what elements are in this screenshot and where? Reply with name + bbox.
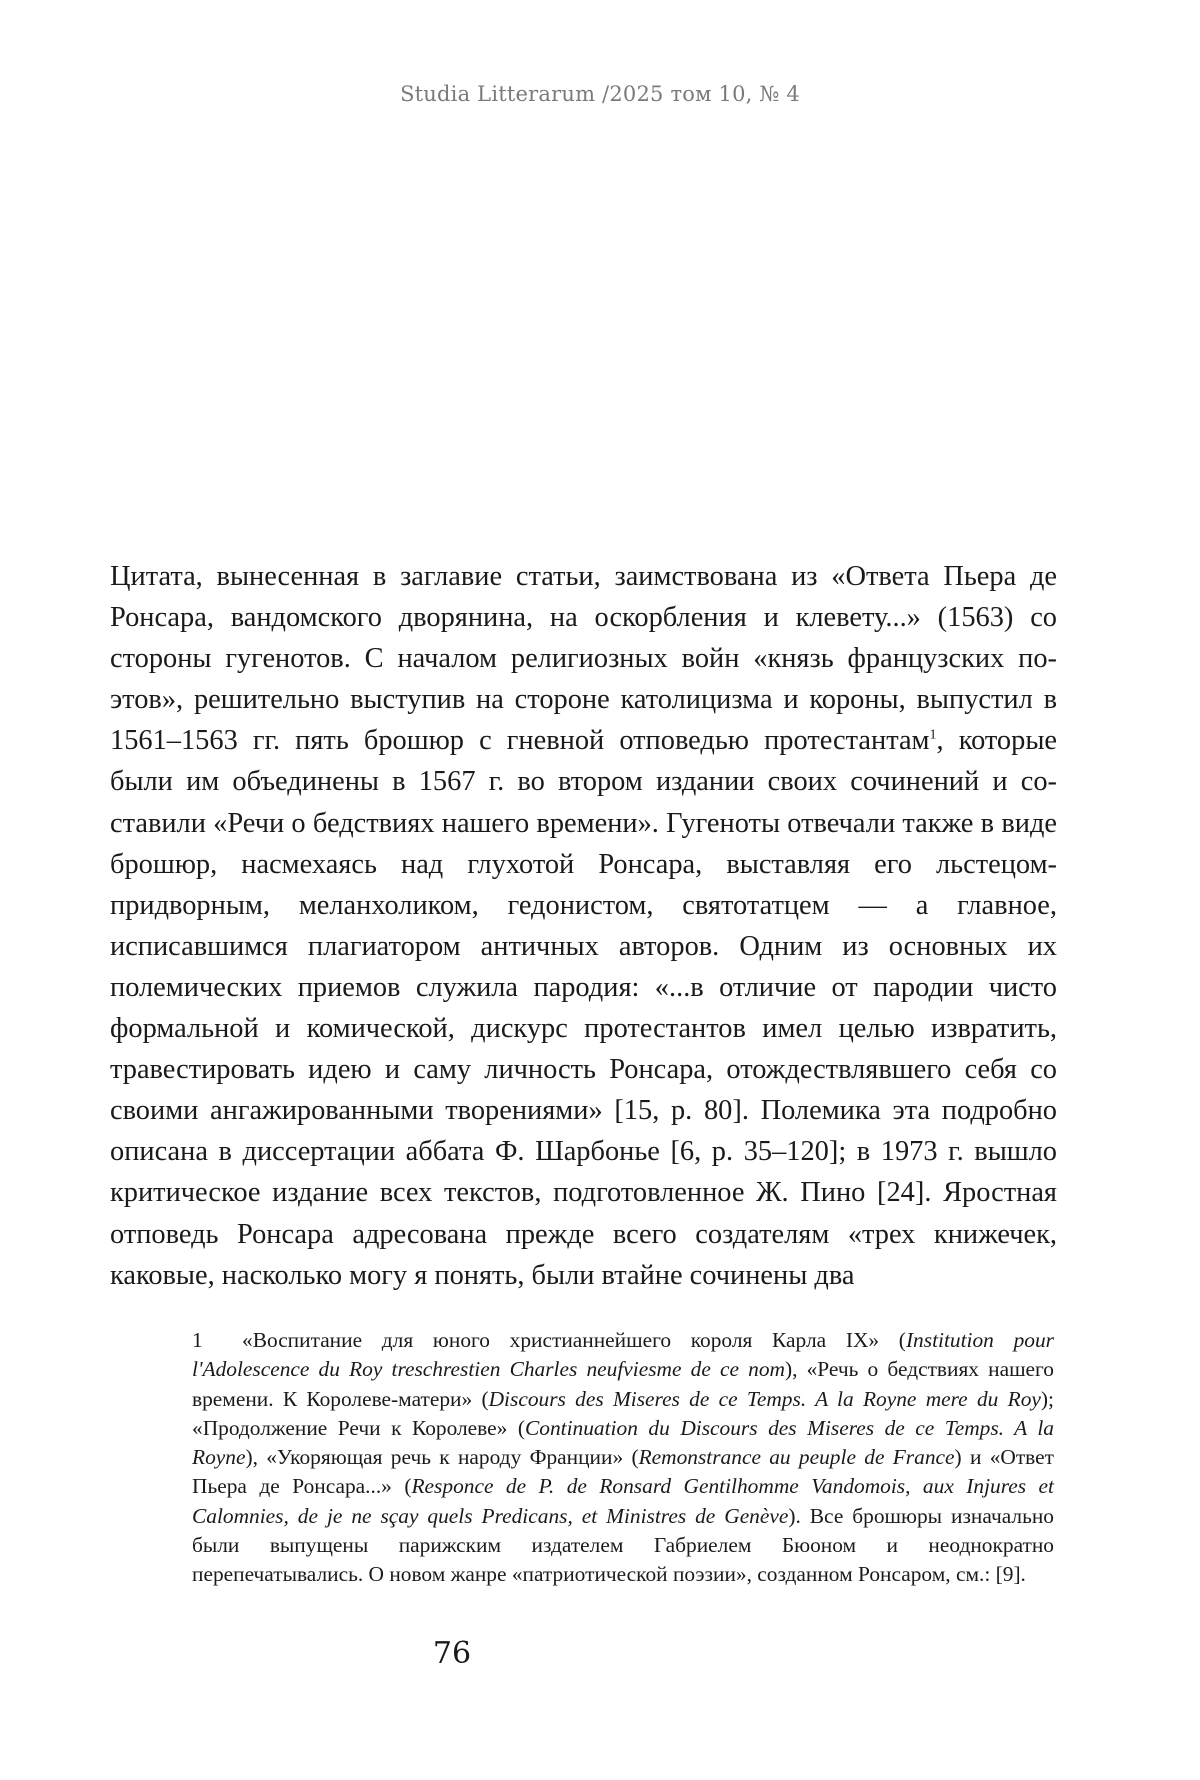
- footnote-title-italic: Discours des Miseres de ce Temps. A la Royne mere du Roy: [488, 1386, 1041, 1411]
- footnote-segment: ). Все брошюры изначально были выпущены парижским издателем Габриелем Бюоном и неоднократно перепечатывались. О новом жанре «патриотической поэзии», созданном Ронсаром, см.: [9].: [192, 1503, 1054, 1587]
- footnote-title-italic: Remonstrance au peuple de France: [638, 1445, 955, 1470]
- footnote-segment: ), «Речь о бедствиях нашего времени. К Королеве-матери» (: [192, 1357, 1054, 1411]
- page-number: 76: [432, 1636, 472, 1671]
- footnote-reference[interactable]: 1: [929, 727, 937, 743]
- footnote-text: [192, 1326, 1054, 1590]
- footnote-number: 1: [192, 1328, 203, 1352]
- footnote-segment: ); «Продолжение Речи к Королеве» (: [192, 1386, 1054, 1440]
- paragraph-text-part-1: Цитата, вынесенная в заглавие статьи, заимствована из «Ответа Пьера де Ронсара, вандомского дворянина, на оскорбления и клевету...» (1563) со стороны гугенотов. С началом религиозных войн «князь французских поэтов», решительно выступив на стороне католицизма и короны, выпустил в 1561–1563 гг. пять брошюр с гневной отповедью протестантам: [110, 561, 1057, 757]
- footnote-segment: ), «Укоряющая речь к народу Франции» (: [245, 1445, 639, 1470]
- paragraph-text-part-2: , которые были им объединены в 1567 г. во втором издании своих сочинений и составили «Речи о бедствиях нашего времени». Гугеноты отвечали также в виде брошюр, насмехаясь над глухотой Ронсара, выставляя его льстецом-придворным, меланхоликом, гедонистом, святотатцем — а главное, исписавшимся плагиатором античных авторов. Одним из основных их полемических приемов служила пародия: «...в отличие от пародии чисто формальной и комической, дискурс протестантов имел целью извратить, травестировать идею и саму личность Ронсара, отождествлявшего себя со своими ангажированными творениями» [15, p. 80]. Полемика эта подробно описана в диссертации аббата Ф. Шарбонье [6, p. 35–120]; в 1973 г. вышло критическое издание всех текстов, подготовленное Ж. Пино [24]. Яростная отповедь Ронсара адресована прежде всего создателям «трех книжечек, каковые, насколько могу я понять, были втайне сочинены два: [110, 725, 1057, 1291]
- footnote: [192, 1326, 1054, 1590]
- footnote-title-italic: Continuation du Discours des Miseres de ce Temps. A la Royne: [192, 1415, 1054, 1470]
- footnote-segment: «Воспитание для юного христианнейшего короля Карла IX» (: [242, 1328, 906, 1352]
- footnote-title-italic: Responce de P. de Ronsard Gentilhomme Vandomois, aux Injures et Calomnies, de je ne sçay quels Predicans, et Ministres de Genève: [192, 1474, 1054, 1528]
- running-head: Studia Litterarum /2025 том 10, № 4: [400, 82, 800, 106]
- main-paragraph: [110, 556, 1057, 1296]
- footnote-title-italic: Institution pour l'Adolescence du Roy treschrestien Charles neufviesme de ce nom: [192, 1328, 1055, 1382]
- footnote-segment: ) и «Ответ Пьера де Ронсара...» (: [192, 1445, 1054, 1499]
